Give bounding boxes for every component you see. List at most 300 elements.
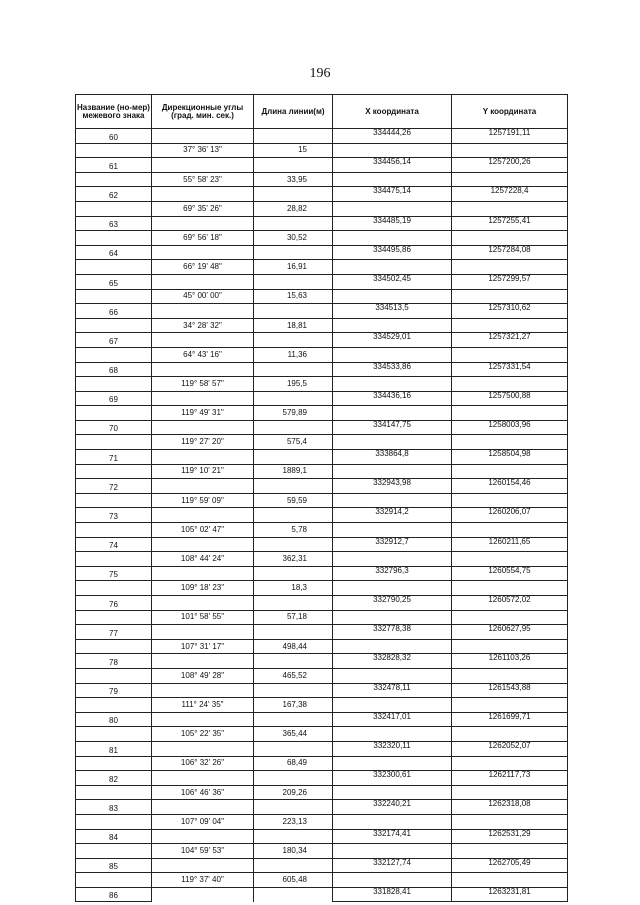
x-coordinate: 332478,11 (333, 683, 452, 698)
empty-cell (452, 464, 568, 479)
empty-cell (76, 552, 152, 567)
x-coordinate: 334485,19 (333, 216, 452, 231)
empty-cell (333, 435, 452, 450)
empty-cell (333, 639, 452, 654)
empty-cell (76, 727, 152, 742)
direction-angle: 105° 22' 35" (152, 727, 254, 742)
x-coordinate: 332320,11 (333, 741, 452, 756)
direction-angle: 66° 19' 48" (152, 260, 254, 275)
empty-cell (452, 668, 568, 683)
empty-cell (76, 756, 152, 771)
header-name: Название (но-мер) межевого знака (76, 95, 152, 129)
empty-cell (333, 377, 452, 392)
empty-cell (333, 493, 452, 508)
line-length: 57,18 (254, 610, 333, 625)
y-coordinate: 1261103,26 (452, 654, 568, 669)
empty-cell (452, 552, 568, 567)
empty-cell (254, 479, 333, 494)
empty-cell (254, 858, 333, 873)
point-name: 61 (76, 158, 152, 173)
y-coordinate: 1257299,57 (452, 274, 568, 289)
empty-cell (333, 727, 452, 742)
empty-cell (152, 800, 254, 815)
empty-cell (452, 756, 568, 771)
x-coordinate: 332790,25 (333, 596, 452, 611)
direction-angle: 69° 35' 26" (152, 201, 254, 216)
empty-cell (254, 245, 333, 260)
empty-cell (254, 683, 333, 698)
page-number: 196 (309, 66, 331, 81)
x-coordinate: 331828,41 (333, 887, 452, 902)
empty-cell (452, 347, 568, 362)
empty-cell (254, 187, 333, 202)
empty-cell (152, 508, 254, 523)
empty-cell (333, 201, 452, 216)
empty-cell (152, 274, 254, 289)
direction-angle: 109° 18' 23" (152, 581, 254, 596)
table-row (76, 377, 568, 392)
y-coordinate: 1262531,29 (452, 829, 568, 844)
point-name: 81 (76, 741, 152, 756)
empty-cell (452, 435, 568, 450)
line-length: 465,52 (254, 668, 333, 683)
empty-cell (452, 201, 568, 216)
empty-cell (152, 333, 254, 348)
empty-cell (333, 698, 452, 713)
y-coordinate: 1260572,02 (452, 596, 568, 611)
x-coordinate: 334513,5 (333, 304, 452, 319)
table-row (76, 887, 568, 902)
table-row (76, 391, 568, 406)
empty-cell (254, 654, 333, 669)
table-row (76, 450, 568, 465)
line-length: 575,4 (254, 435, 333, 450)
table-row (76, 187, 568, 202)
empty-cell (333, 523, 452, 538)
direction-angle: 64° 43' 16" (152, 347, 254, 362)
line-length: 1889,1 (254, 464, 333, 479)
point-name: 79 (76, 683, 152, 698)
point-name: 68 (76, 362, 152, 377)
point-name: 74 (76, 537, 152, 552)
empty-cell (254, 274, 333, 289)
table-row (76, 231, 568, 246)
empty-cell (452, 844, 568, 859)
empty-cell (333, 552, 452, 567)
x-coordinate: 334475,14 (333, 187, 452, 202)
table-row (76, 158, 568, 173)
direction-angle: 119° 37' 40" (152, 873, 254, 888)
x-coordinate: 332914,2 (333, 508, 452, 523)
table-row (76, 814, 568, 829)
table-row (76, 333, 568, 348)
line-length: 33,95 (254, 172, 333, 187)
y-coordinate: 1257228,4 (452, 187, 568, 202)
empty-cell (152, 712, 254, 727)
empty-cell (152, 771, 254, 786)
empty-cell (76, 814, 152, 829)
table-row (76, 493, 568, 508)
empty-cell (76, 289, 152, 304)
empty-cell (452, 639, 568, 654)
point-name: 75 (76, 566, 152, 581)
direction-angle: 101° 58' 55" (152, 610, 254, 625)
empty-cell (76, 581, 152, 596)
empty-cell (333, 814, 452, 829)
table-row (76, 566, 568, 581)
table-row (76, 800, 568, 815)
line-length: 16,91 (254, 260, 333, 275)
empty-cell (76, 668, 152, 683)
direction-angle: 37° 36' 13" (152, 143, 254, 158)
table-row (76, 698, 568, 713)
y-coordinate: 1263231,81 (452, 887, 568, 902)
empty-cell (76, 698, 152, 713)
empty-cell (452, 523, 568, 538)
point-name: 60 (76, 129, 152, 144)
direction-angle: 107° 09' 04" (152, 814, 254, 829)
x-coordinate: 332912,7 (333, 537, 452, 552)
y-coordinate: 1257255,41 (452, 216, 568, 231)
table-row (76, 129, 568, 144)
direction-angle: 55° 58' 23" (152, 172, 254, 187)
direction-angle: 119° 10' 21" (152, 464, 254, 479)
empty-cell (76, 347, 152, 362)
direction-angle: 119° 59' 09" (152, 493, 254, 508)
x-coordinate: 332943,98 (333, 479, 452, 494)
x-coordinate: 334495,86 (333, 245, 452, 260)
y-coordinate: 1257310,62 (452, 304, 568, 319)
table-row (76, 712, 568, 727)
empty-cell (254, 712, 333, 727)
empty-cell (152, 216, 254, 231)
point-name: 65 (76, 274, 152, 289)
header-y: Y координата (452, 95, 568, 129)
y-coordinate: 1257200,26 (452, 158, 568, 173)
x-coordinate: 332300,61 (333, 771, 452, 786)
empty-cell (76, 201, 152, 216)
table-row (76, 785, 568, 800)
point-name: 72 (76, 479, 152, 494)
y-coordinate: 1262117,73 (452, 771, 568, 786)
empty-cell (333, 844, 452, 859)
line-length: 223,13 (254, 814, 333, 829)
empty-cell (452, 406, 568, 421)
line-length: 579,89 (254, 406, 333, 421)
empty-cell (333, 406, 452, 421)
point-name: 84 (76, 829, 152, 844)
empty-cell (254, 304, 333, 319)
table-row (76, 172, 568, 187)
empty-cell (452, 231, 568, 246)
empty-cell (152, 625, 254, 640)
empty-cell (76, 435, 152, 450)
table-row (76, 479, 568, 494)
empty-cell (254, 420, 333, 435)
table-row (76, 201, 568, 216)
empty-cell (152, 654, 254, 669)
table-row (76, 552, 568, 567)
empty-cell (152, 596, 254, 611)
direction-angle: 108° 49' 28" (152, 668, 254, 683)
x-coordinate: 332778,38 (333, 625, 452, 640)
table-row (76, 523, 568, 538)
empty-cell (152, 245, 254, 260)
x-coordinate: 332174,41 (333, 829, 452, 844)
empty-cell (76, 464, 152, 479)
table-row (76, 873, 568, 888)
empty-cell (76, 260, 152, 275)
x-coordinate: 334502,45 (333, 274, 452, 289)
table-row (76, 683, 568, 698)
line-length: 15 (254, 143, 333, 158)
empty-cell (152, 887, 254, 902)
direction-angle: 119° 49' 31" (152, 406, 254, 421)
empty-cell (333, 873, 452, 888)
header-x: X координата (333, 95, 452, 129)
empty-cell (254, 391, 333, 406)
empty-cell (333, 231, 452, 246)
table-row (76, 304, 568, 319)
table-row (76, 537, 568, 552)
point-name: 70 (76, 420, 152, 435)
y-coordinate: 1258003,96 (452, 420, 568, 435)
empty-cell (152, 304, 254, 319)
empty-cell (76, 318, 152, 333)
empty-cell (254, 129, 333, 144)
empty-cell (152, 858, 254, 873)
y-coordinate: 1258504,98 (452, 450, 568, 465)
table-body (76, 129, 568, 902)
direction-angle: 107° 31' 17" (152, 639, 254, 654)
empty-cell (254, 625, 333, 640)
y-coordinate: 1262318,08 (452, 800, 568, 815)
table-row (76, 844, 568, 859)
table-header-row (76, 95, 568, 129)
line-length: 11,36 (254, 347, 333, 362)
empty-cell (333, 318, 452, 333)
y-coordinate: 1257331,54 (452, 362, 568, 377)
point-name: 85 (76, 858, 152, 873)
empty-cell (333, 785, 452, 800)
empty-cell (152, 187, 254, 202)
table-row (76, 610, 568, 625)
empty-cell (452, 289, 568, 304)
empty-cell (452, 318, 568, 333)
y-coordinate: 1257321,27 (452, 333, 568, 348)
empty-cell (254, 333, 333, 348)
empty-cell (254, 537, 333, 552)
table-row (76, 420, 568, 435)
table-row (76, 245, 568, 260)
y-coordinate: 1261699,71 (452, 712, 568, 727)
table-row (76, 668, 568, 683)
point-name: 77 (76, 625, 152, 640)
y-coordinate: 1257284,08 (452, 245, 568, 260)
y-coordinate: 1260627,95 (452, 625, 568, 640)
direction-angle: 119° 27' 20" (152, 435, 254, 450)
line-length: 605,48 (254, 873, 333, 888)
empty-cell (76, 523, 152, 538)
empty-cell (254, 216, 333, 231)
empty-cell (152, 829, 254, 844)
line-length: 365,44 (254, 727, 333, 742)
empty-cell (333, 347, 452, 362)
empty-cell (254, 596, 333, 611)
y-coordinate: 1261543,88 (452, 683, 568, 698)
table-row (76, 347, 568, 362)
direction-angle: 111° 24' 35" (152, 698, 254, 713)
point-name: 69 (76, 391, 152, 406)
table-row (76, 741, 568, 756)
table-row (76, 858, 568, 873)
table-row (76, 216, 568, 231)
point-name: 86 (76, 887, 152, 902)
empty-cell (254, 741, 333, 756)
table-row (76, 464, 568, 479)
table-row (76, 362, 568, 377)
empty-cell (152, 537, 254, 552)
y-coordinate: 1262052,07 (452, 741, 568, 756)
empty-cell (254, 800, 333, 815)
line-length: 30,52 (254, 231, 333, 246)
empty-cell (254, 450, 333, 465)
empty-cell (254, 887, 333, 902)
header-angle: Дирекционные углы (град. мин. сек.) (152, 95, 254, 129)
empty-cell (452, 873, 568, 888)
direction-angle: 45° 00' 00" (152, 289, 254, 304)
empty-cell (76, 172, 152, 187)
y-coordinate: 1257500,88 (452, 391, 568, 406)
empty-cell (76, 873, 152, 888)
empty-cell (152, 450, 254, 465)
header-length: Длина линии(м) (254, 95, 333, 129)
empty-cell (452, 727, 568, 742)
x-coordinate: 334147,75 (333, 420, 452, 435)
point-name: 78 (76, 654, 152, 669)
empty-cell (76, 785, 152, 800)
line-length: 5,78 (254, 523, 333, 538)
line-length: 15,63 (254, 289, 333, 304)
table-row (76, 260, 568, 275)
empty-cell (452, 814, 568, 829)
table-row (76, 756, 568, 771)
table-row (76, 274, 568, 289)
table-row (76, 406, 568, 421)
x-coordinate: 332796,3 (333, 566, 452, 581)
empty-cell (333, 581, 452, 596)
direction-angle: 105° 02' 47" (152, 523, 254, 538)
line-length: 18,81 (254, 318, 333, 333)
empty-cell (254, 362, 333, 377)
x-coordinate: 334436,16 (333, 391, 452, 406)
empty-cell (152, 362, 254, 377)
empty-cell (76, 639, 152, 654)
direction-angle: 108° 44' 24" (152, 552, 254, 567)
x-coordinate: 334533,86 (333, 362, 452, 377)
table-row (76, 508, 568, 523)
point-name: 80 (76, 712, 152, 727)
empty-cell (254, 566, 333, 581)
x-coordinate: 334529,01 (333, 333, 452, 348)
table-row (76, 318, 568, 333)
point-name: 64 (76, 245, 152, 260)
empty-cell (76, 143, 152, 158)
empty-cell (254, 158, 333, 173)
line-length: 18,3 (254, 581, 333, 596)
direction-angle: 69° 56' 18" (152, 231, 254, 246)
empty-cell (254, 771, 333, 786)
empty-cell (152, 158, 254, 173)
boundary-coordinates-table (75, 94, 568, 902)
line-length: 362,31 (254, 552, 333, 567)
line-length: 167,38 (254, 698, 333, 713)
x-coordinate: 333864,8 (333, 450, 452, 465)
point-name: 63 (76, 216, 152, 231)
empty-cell (152, 129, 254, 144)
empty-cell (76, 493, 152, 508)
empty-cell (152, 420, 254, 435)
direction-angle: 34° 28' 32" (152, 318, 254, 333)
empty-cell (333, 756, 452, 771)
empty-cell (76, 231, 152, 246)
empty-cell (152, 479, 254, 494)
table-row (76, 581, 568, 596)
x-coordinate: 334456,14 (333, 158, 452, 173)
line-length: 180,34 (254, 844, 333, 859)
empty-cell (452, 493, 568, 508)
x-coordinate: 332127,74 (333, 858, 452, 873)
empty-cell (152, 391, 254, 406)
y-coordinate: 1260211,65 (452, 537, 568, 552)
direction-angle: 119° 58' 57" (152, 377, 254, 392)
x-coordinate: 334444,26 (333, 129, 452, 144)
line-length: 68,49 (254, 756, 333, 771)
line-length: 195,5 (254, 377, 333, 392)
empty-cell (452, 698, 568, 713)
line-length: 28,82 (254, 201, 333, 216)
empty-cell (152, 683, 254, 698)
empty-cell (76, 844, 152, 859)
x-coordinate: 332828,32 (333, 654, 452, 669)
point-name: 66 (76, 304, 152, 319)
empty-cell (76, 610, 152, 625)
table-row (76, 143, 568, 158)
empty-cell (333, 260, 452, 275)
table-row (76, 639, 568, 654)
direction-angle: 106° 46' 36" (152, 785, 254, 800)
empty-cell (333, 143, 452, 158)
y-coordinate: 1257191,11 (452, 129, 568, 144)
empty-cell (254, 508, 333, 523)
x-coordinate: 332240,21 (333, 800, 452, 815)
empty-cell (333, 668, 452, 683)
point-name: 76 (76, 596, 152, 611)
y-coordinate: 1260554,75 (452, 566, 568, 581)
y-coordinate: 1260206,07 (452, 508, 568, 523)
direction-angle: 106° 32' 26" (152, 756, 254, 771)
point-name: 83 (76, 800, 152, 815)
table-row (76, 771, 568, 786)
empty-cell (452, 610, 568, 625)
empty-cell (452, 143, 568, 158)
empty-cell (152, 566, 254, 581)
empty-cell (452, 785, 568, 800)
empty-cell (452, 581, 568, 596)
empty-cell (254, 829, 333, 844)
table-row (76, 596, 568, 611)
table-row (76, 727, 568, 742)
